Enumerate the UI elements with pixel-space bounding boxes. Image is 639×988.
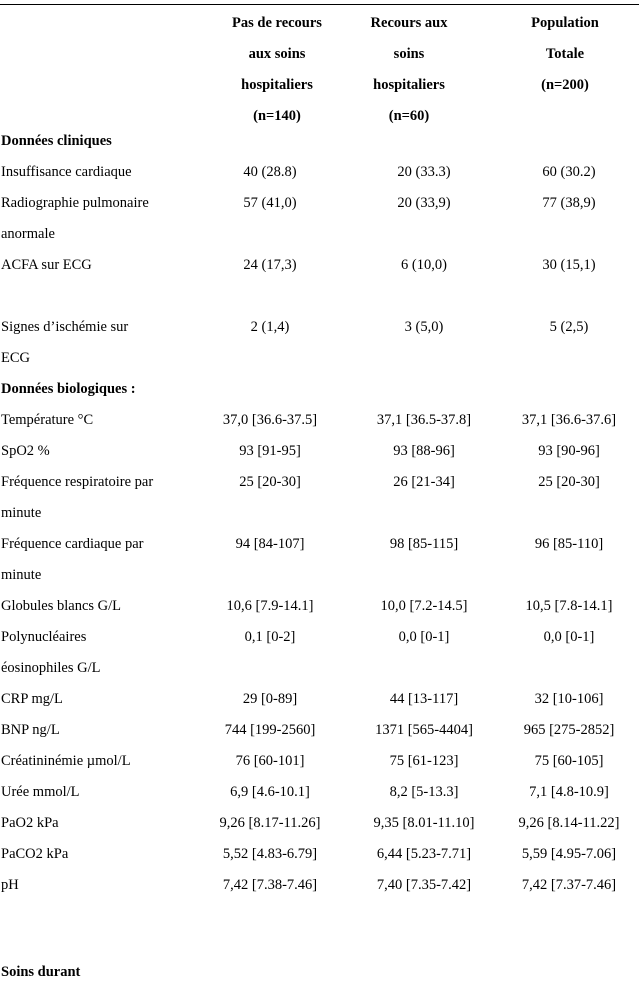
section-heading: Données biologiques : [1, 381, 136, 397]
header-line: Totale [545, 46, 585, 62]
row-label-line: Fréquence cardiaque par [1, 536, 144, 552]
cell-total-population: 32 [10-106] [534, 691, 604, 707]
header-line: (n=60) [388, 108, 430, 124]
cell-no-hospital-care: 24 (17,3) [243, 257, 297, 273]
table-body [0, 126, 639, 988]
row-label [1, 591, 191, 622]
row-label-line: PaO2 kPa [1, 815, 59, 831]
cell-no-hospital-care: 37,0 [36.6-37.5] [222, 412, 318, 428]
cell-total-population: 30 (15,1) [542, 257, 596, 273]
section-row [0, 126, 639, 157]
header-line: Recours aux [370, 15, 448, 31]
row-label [1, 312, 191, 374]
table-row [0, 622, 639, 684]
header-line: Pas de recours [232, 15, 322, 31]
row-label [1, 808, 191, 839]
row-label [1, 405, 191, 436]
cell-hospital-care: 20 (33.3) [397, 164, 451, 180]
cell-hospital-care: 3 (5,0) [404, 319, 444, 335]
table-row [0, 839, 639, 870]
cell-hospital-care: 6,44 [5.23-7.71] [376, 846, 472, 862]
cell-hospital-care: 0,0 [0-1] [398, 629, 450, 645]
row-label [1, 188, 191, 250]
header-line: (n=140) [253, 108, 301, 124]
table-row [0, 157, 639, 188]
section-row [0, 957, 639, 988]
table-row [0, 715, 639, 746]
cell-hospital-care: 37,1 [36.5-37.8] [376, 412, 472, 428]
row-label [1, 870, 191, 901]
cell-no-hospital-care: 40 (28.8) [243, 164, 297, 180]
cell-hospital-care: 8,2 [5-13.3] [389, 784, 459, 800]
row-label [1, 467, 191, 529]
cell-no-hospital-care: 57 (41,0) [243, 195, 297, 211]
cell-no-hospital-care: 25 [20-30] [239, 474, 301, 490]
row-label-line: minute [1, 505, 42, 521]
row-label [1, 250, 191, 281]
row-spacer [0, 901, 639, 957]
cell-hospital-care: 93 [88-96] [393, 443, 455, 459]
row-label-line: ECG [1, 350, 30, 366]
cell-hospital-care: 6 (10,0) [401, 257, 447, 273]
cell-no-hospital-care: 9,26 [8.17-11.26] [219, 815, 321, 831]
cell-no-hospital-care: 29 [0-89] [242, 691, 298, 707]
cell-hospital-care: 9,35 [8.01-11.10] [373, 815, 475, 831]
table-row [0, 312, 639, 374]
row-label-line: Globules blancs G/L [1, 598, 122, 614]
row-label-line: anormale [1, 226, 55, 242]
table-row [0, 250, 639, 312]
row-label [1, 157, 191, 188]
cell-hospital-care: 75 [61-123] [389, 753, 459, 769]
cell-total-population: 77 (38,9) [542, 195, 596, 211]
cell-no-hospital-care: 6,9 [4.6-10.1] [230, 784, 310, 800]
row-label-line: Créatininémie µmol/L [1, 753, 131, 769]
row-label [1, 839, 191, 870]
cell-hospital-care: 1371 [565-4404] [375, 722, 473, 738]
row-label [1, 436, 191, 467]
header-line: hospitaliers [373, 77, 445, 93]
row-label [1, 715, 191, 746]
row-label-line: Insuffisance cardiaque [1, 164, 132, 180]
header-line: Population [531, 15, 599, 31]
row-label [1, 684, 191, 715]
row-label-line: PaCO2 kPa [1, 846, 69, 862]
section-heading: Soins durant [1, 964, 81, 980]
cell-no-hospital-care: 93 [91-95] [239, 443, 301, 459]
cell-hospital-care: 44 [13-117] [389, 691, 459, 707]
row-label-line: SpO2 % [1, 443, 50, 459]
header-line: soins [393, 46, 425, 62]
header-line: aux soins [248, 46, 306, 62]
table-row [0, 808, 639, 839]
cell-total-population: 5 (2,5) [549, 319, 589, 335]
cell-hospital-care: 26 [21-34] [393, 474, 455, 490]
table-row [0, 591, 639, 622]
table-row [0, 777, 639, 808]
cell-total-population: 7,1 [4.8-10.9] [529, 784, 609, 800]
row-label [1, 622, 191, 684]
cell-no-hospital-care: 2 (1,4) [250, 319, 290, 335]
row-label [1, 746, 191, 777]
row-label-line: pH [1, 877, 19, 893]
cell-hospital-care: 20 (33,9) [397, 195, 451, 211]
table-row [0, 870, 639, 901]
cell-hospital-care: 10,0 [7.2-14.5] [380, 598, 468, 614]
row-label-line: CRP mg/L [1, 691, 63, 707]
table-row [0, 436, 639, 467]
cell-no-hospital-care: 7,42 [7.38-7.46] [222, 877, 318, 893]
header-line: hospitaliers [241, 77, 313, 93]
cell-total-population: 75 [60-105] [534, 753, 604, 769]
row-label-line: éosinophiles G/L [1, 660, 101, 676]
row-label-line: Fréquence respiratoire par [1, 474, 154, 490]
section-row [0, 374, 639, 405]
table-row [0, 746, 639, 777]
cell-no-hospital-care: 5,52 [4.83-6.79] [222, 846, 318, 862]
table-row [0, 405, 639, 436]
table-row [0, 684, 639, 715]
cell-total-population: 25 [20-30] [538, 474, 600, 490]
cell-total-population: 60 (30.2) [542, 164, 596, 180]
cell-total-population: 5,59 [4.95-7.06] [521, 846, 617, 862]
cell-total-population: 96 [85-110] [534, 536, 604, 552]
section-heading: Données cliniques [1, 133, 112, 149]
row-label-line: Urée mmol/L [1, 784, 80, 800]
row-label-line: Température °C [1, 412, 94, 428]
cell-total-population: 10,5 [7.8-14.1] [525, 598, 613, 614]
cell-no-hospital-care: 10,6 [7.9-14.1] [226, 598, 314, 614]
cell-hospital-care: 7,40 [7.35-7.42] [376, 877, 472, 893]
row-label [1, 777, 191, 808]
cell-total-population: 0,0 [0-1] [543, 629, 595, 645]
cell-total-population: 7,42 [7.37-7.46] [521, 877, 617, 893]
row-label-line: Radiographie pulmonaire [1, 195, 149, 211]
row-label-line: minute [1, 567, 42, 583]
header-line: (n=200) [541, 77, 589, 93]
row-label [1, 529, 191, 591]
table-row [0, 467, 639, 529]
row-label-line: Signes d’ischémie sur [1, 319, 129, 335]
cell-no-hospital-care: 0,1 [0-2] [244, 629, 296, 645]
table-row [0, 188, 639, 250]
cell-no-hospital-care: 76 [60-101] [235, 753, 305, 769]
row-label-line: BNP ng/L [1, 722, 60, 738]
cell-hospital-care: 98 [85-115] [389, 536, 459, 552]
header-no-hospital-care [213, 8, 341, 132]
row-label-line: Polynucléaires [1, 629, 87, 645]
header-hospital-care [348, 8, 470, 132]
cell-no-hospital-care: 744 [199-2560] [224, 722, 316, 738]
table-top-rule [0, 4, 639, 5]
cell-total-population: 93 [90-96] [538, 443, 600, 459]
row-label-line: ACFA sur ECG [1, 257, 92, 273]
cell-total-population: 37,1 [36.6-37.6] [521, 412, 617, 428]
cell-total-population: 965 [275-2852] [523, 722, 615, 738]
table-row [0, 529, 639, 591]
cell-no-hospital-care: 94 [84-107] [235, 536, 305, 552]
cell-total-population: 9,26 [8.14-11.22] [518, 815, 620, 831]
header-total-population [506, 8, 624, 101]
